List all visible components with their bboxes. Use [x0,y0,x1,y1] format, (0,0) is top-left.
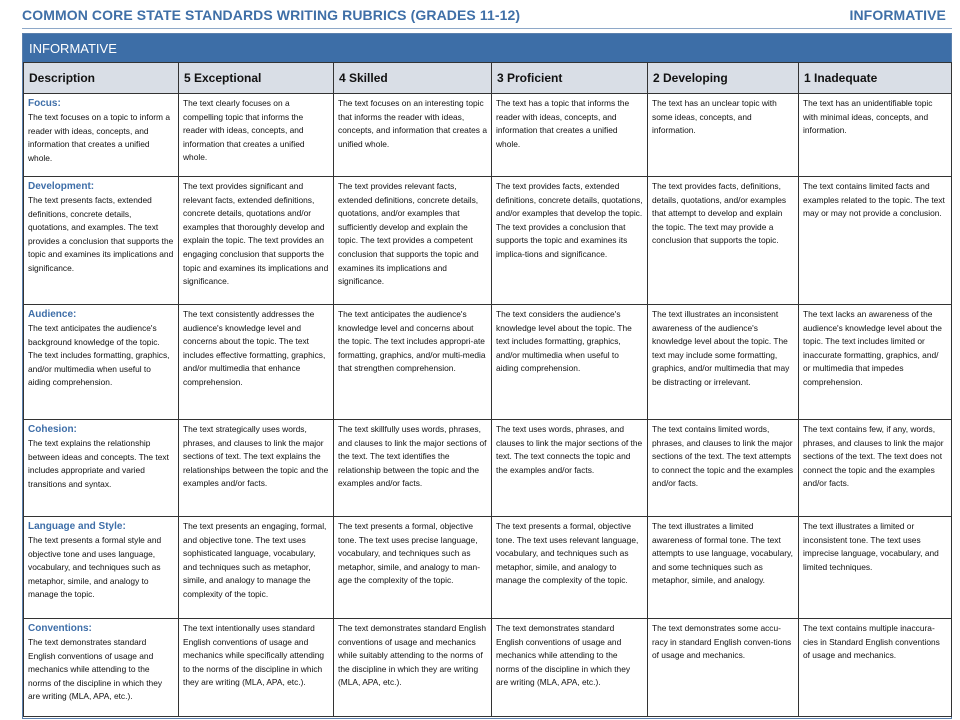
page-header [22,6,946,24]
section-label: INFORMATIVE [849,7,946,23]
score-cell-4: The text provides relevant facts, extended definitions, concrete details, quotations, and/or examples that sufficiently develop and explain the topic. The text provides a competent conclusion that supports the topic and examines its implications and significance. [334,177,492,305]
header-row [24,63,952,94]
col-header-exceptional: 5 Exceptional [179,63,334,94]
rubric-row-development [24,177,952,305]
score-cell-3: The text uses words, phrases, and clauses to link the major sections of the text. The text connects the topic and the examples and/or facts. [492,420,648,517]
score-cell-4: The text anticipates the audience's knowledge level and concerns about the topic. The text includes appropri-ate formatting, graphics, and/or multi-media that strengthen comprehension. [334,305,492,420]
criterion-cell [24,305,179,420]
criterion-title: Cohesion: [28,424,77,435]
criterion-title: Conventions: [28,623,92,634]
criterion-cell [24,177,179,305]
score-cell-1: The text lacks an awareness of the audience's knowledge level about the topic. The text includes limited or inaccurate formatting, graphics, and/ or multimedia that impedes comprehension. [799,305,952,420]
score-cell-5: The text intentionally uses standard English conventions of usage and mechanics while specifically attending to the norms of the discipline in which they are writing (MLA, APA, etc.). [179,619,334,717]
score-cell-2: The text illustrates an inconsistent awareness of the audience's knowledge level about the topic. The text may include some formatting, graphics, and/or multimedia that may be distracting or irrelevant. [648,305,799,420]
criterion-title: Language and Style: [28,521,126,532]
score-cell-5: The text consistently addresses the audience's knowledge level and concerns about the topic. The text includes effective formatting, graphics, and/or multimedia that enhance comprehension. [179,305,334,420]
score-cell-1: The text illustrates a limited or inconsistent tone. The text uses imprecise language, vocabulary, and limited techniques. [799,517,952,619]
col-header-proficient: 3 Proficient [492,63,648,94]
criterion-cell [24,619,179,717]
rubric-row-audience [24,305,952,420]
score-cell-4: The text presents a formal, objective tone. The text uses precise language, vocabulary, and techniques such as metaphor, simile, and analogy to man-age the complexity of the topic. [334,517,492,619]
criterion-cell [24,420,179,517]
score-cell-2: The text has an unclear topic with some ideas, concepts, and information. [648,94,799,177]
rubric-table-container [22,33,952,719]
score-cell-5: The text clearly focuses on a compelling topic that informs the reader with ideas, concepts, and information that creates a unified whole. [179,94,334,177]
criterion-description: The text focuses on a topic to inform a reader with ideas, concepts, and information that creates a unified whole. [28,112,170,163]
col-header-description: Description [24,63,179,94]
page-title: COMMON CORE STATE STANDARDS WRITING RUBRICS (GRADES 11-12) [22,7,521,23]
score-cell-3: The text provides facts, extended definitions, concrete details, quotations, and/or examples that develop the topic. The text provides a conclusion that supports the topic and examines its implica-tions and significance. [492,177,648,305]
rubric-banner: INFORMATIVE [23,34,951,62]
header-divider [22,28,952,29]
score-cell-2: The text demonstrates some accu-racy in standard English conven-tions of usage and mechanics. [648,619,799,717]
score-cell-3: The text demonstrates standard English conventions of usage and mechanics while attending to the norms of the discipline in which they are writing (MLA, APA, etc.). [492,619,648,717]
criterion-cell [24,517,179,619]
rubric-row-cohesion [24,420,952,517]
score-cell-1: The text contains few, if any, words, phrases, and clauses to link the major sections of the text. The text does not connect the topic and the examples and/or facts. [799,420,952,517]
score-cell-4: The text focuses on an interesting topic that informs the reader with ideas, concepts, and information that creates a unified whole. [334,94,492,177]
rubric-row-conventions [24,619,952,717]
criterion-description: The text presents facts, extended definitions, concrete details, quotations, and examples. The text provides a conclusion that supports the topic and examines its implications and significance. [28,195,174,273]
criterion-title: Focus: [28,98,61,109]
score-cell-4: The text skillfully uses words, phrases, and clauses to link the major sections of the text. The text identifies the relationship between the topic and the examples and/or facts. [334,420,492,517]
score-cell-2: The text illustrates a limited awareness of formal tone. The text attempts to use language, vocabulary, and some techniques such as metaphor, simile, and analogy. [648,517,799,619]
rubric-table [23,62,952,717]
criterion-description: The text presents a formal style and objective tone and uses language, vocabulary, and techniques such as metaphor, simile, and analogy to manage the topic. [28,535,162,600]
criterion-description: The text anticipates the audience's background knowledge of the topic. The text includes formatting, graphics, and/or multimedia when useful to aiding comprehension. [28,323,170,388]
score-cell-3: The text has a topic that informs the reader with ideas, concepts, and information that creates a unified whole. [492,94,648,177]
score-cell-1: The text contains limited facts and examples related to the topic. The text may or may not provide a conclusion. [799,177,952,305]
score-cell-5: The text strategically uses words, phrases, and clauses to link the major sections of text. The text explains the relationships between the topic and the examples and/or facts. [179,420,334,517]
criterion-title: Development: [28,181,95,192]
score-cell-5: The text provides significant and relevant facts, extended definitions, concrete details, quotations and/or examples that thoroughly develop and explain the topic. The text provides an engaging conclusion that supports the topic and examines its implications and significance. [179,177,334,305]
score-cell-2: The text provides facts, definitions, details, quotations, and/or examples that attempt to develop and explain the topic. The text may provide a conclusion that supports the topic. [648,177,799,305]
rubric-row-focus [24,94,952,177]
score-cell-3: The text considers the audience's knowledge level about the topic. The text includes formatting, graphics, and/or multimedia when useful to aiding comprehension. [492,305,648,420]
col-header-inadequate: 1 Inadequate [799,63,952,94]
col-header-developing: 2 Developing [648,63,799,94]
col-header-skilled: 4 Skilled [334,63,492,94]
score-cell-2: The text contains limited words, phrases, and clauses to link the major sections of the text. The text attempts to connect the topic and the examples and/or facts. [648,420,799,517]
criterion-cell [24,94,179,177]
score-cell-4: The text demonstrates standard English conventions of usage and mechanics while suitably attending to the norms of the discipline in which they are writing (MLA, APA, etc.). [334,619,492,717]
score-cell-3: The text presents a formal, objective tone. The text uses relevant language, vocabulary, and techniques such as metaphor, simile, and analogy to manage the complexity of the topic. [492,517,648,619]
criterion-title: Audience: [28,309,77,320]
score-cell-5: The text presents an engaging, formal, and objective tone. The text uses sophisticated language, vocabulary, and techniques such as metaphor, simile, and analogy to manage the complexity of the topic. [179,517,334,619]
criterion-description: The text demonstrates standard English conventions of usage and mechanics while attending to the norms of the discipline in which they are writing (MLA, APA, etc.). [28,637,163,702]
criterion-description: The text explains the relationship between ideas and concepts. The text includes appropriate and varied transitions and syntax. [28,438,169,489]
score-cell-1: The text has an unidentifiable topic with minimal ideas, concepts, and information. [799,94,952,177]
rubric-row-language-style [24,517,952,619]
score-cell-1: The text contains multiple inaccura-cies in Standard English conventions of usage and mechanics. [799,619,952,717]
